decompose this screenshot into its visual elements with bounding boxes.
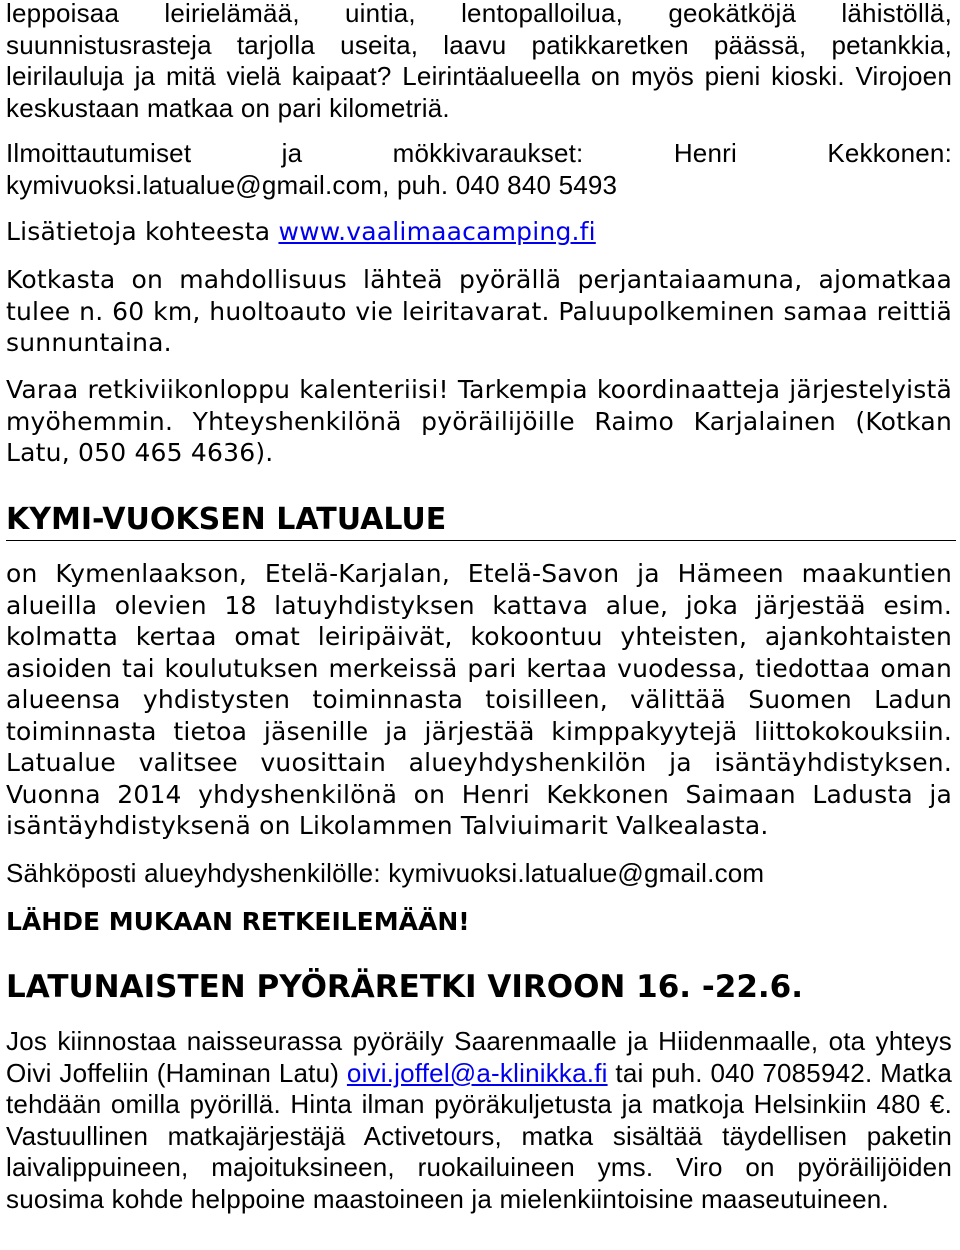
- contact-email-link[interactable]: oivi.joffel@a-klinikka.fi: [346, 1057, 608, 1088]
- bike-trip-heading: LATUNAISTEN PYÖRÄRETKI VIROON 16. -22.6.: [6, 969, 804, 1005]
- kotka-paragraph: Kotkasta on mahdollisuus lähteä pyörällä perjantaiaamuna, ajomatkaa tulee n. 60 km, huoltoauto vie leiritavarat. Paluupolkeminen samaa reittiä sunnuntaina.: [6, 265, 952, 357]
- intro-paragraph: leppoisaa leirielämää, uintia, lentopalloilua, geokätköjä lähistöllä, suunnistusrasteja tarjolla useita, laavu patikkaretken päässä, petankkia, leirilauluja ja mitä vielä kaipaat? Leirintäalueella on myös pieni kioski. Virojoen keskustaan matkaa on pari kilometriä.: [6, 0, 952, 123]
- more-info-label: Lisätietoja kohteesta: [6, 217, 279, 246]
- bike-trip-paragraph: [6, 1026, 952, 1215]
- website-link[interactable]: www.vaalimaacamping.fi: [278, 217, 596, 246]
- heading-divider: [6, 540, 956, 541]
- bike-trip-text-2: tai puh. 040 7085942. Matka tehdään omilla pyörillä. Hinta ilman pyöräkuljetusta ja matkoja Helsinkiin 480 €. Vastuullinen matkajärjestäjä Activetours, matka sisältää täydellisen paketin laivalippuineen, majoituksineen, ruokailuineen yms. Viro on pyöräilijöiden suosima kohde helppoine maastoineen ja mielenkiintoisine maaseutuineen.: [6, 1057, 952, 1214]
- kymi-vuoksi-heading: KYMI-VUOKSEN LATUALUE: [6, 502, 447, 537]
- reserve-paragraph: Varaa retkiviikonloppu kalenteriisi! Tarkempia koordinaatteja järjestelyistä myöhemmin. Yhteyshenkilönä pyöräilijöille Raimo Karjalainen (Kotkan Latu, 050 465 4636).: [6, 375, 952, 467]
- email-line: Sähköposti alueyhdyshenkilölle: kymivuoksi.latualue@gmail.com: [6, 858, 765, 888]
- bike-trip-text-1: Jos kiinnostaa naisseurassa pyöräily Saarenmaalle ja Hiidenmaalle, ota yhteys Oivi Joffeliin (Haminan Latu): [6, 1026, 952, 1088]
- more-info-paragraph: [6, 216, 952, 248]
- kymi-vuoksi-body: on Kymenlaakson, Etelä-Karjalan, Etelä-Savon ja Hämeen maakuntien alueilla olevien 18 latuyhdistyksen kattava alue, joka järjestää esim. kolmatta kertaa omat leiripäivät, kokoontuu yhteisten, ajankohtaisten asioiden tai koulutuksen merkeissä pari kertaa vuodessa, tiedottaa oman alueensa yhdistysten toiminnasta toisilleen, välittää Suomen Ladun toiminnasta tietoa jäsenille ja järjestää kimppakyytejä liittokokouksiin. Latualue valitsee vuosittain alueyhdyshenkilön ja isäntäyhdistyksen. Vuonna 2014 yhdyshenkilönä on Henri Kekkonen Saimaan Ladusta ja isäntäyhdistyksenä on Likolammen Talviuimarit Valkealasta.: [6, 559, 952, 840]
- call-to-action: LÄHDE MUKAAN RETKEILEMÄÄN!: [6, 907, 470, 936]
- registration-paragraph: Ilmoittautumiset ja mökkivaraukset: Henri Kekkonen: kymivuoksi.latualue@gmail.com, puh. 040 840 5493: [6, 138, 952, 200]
